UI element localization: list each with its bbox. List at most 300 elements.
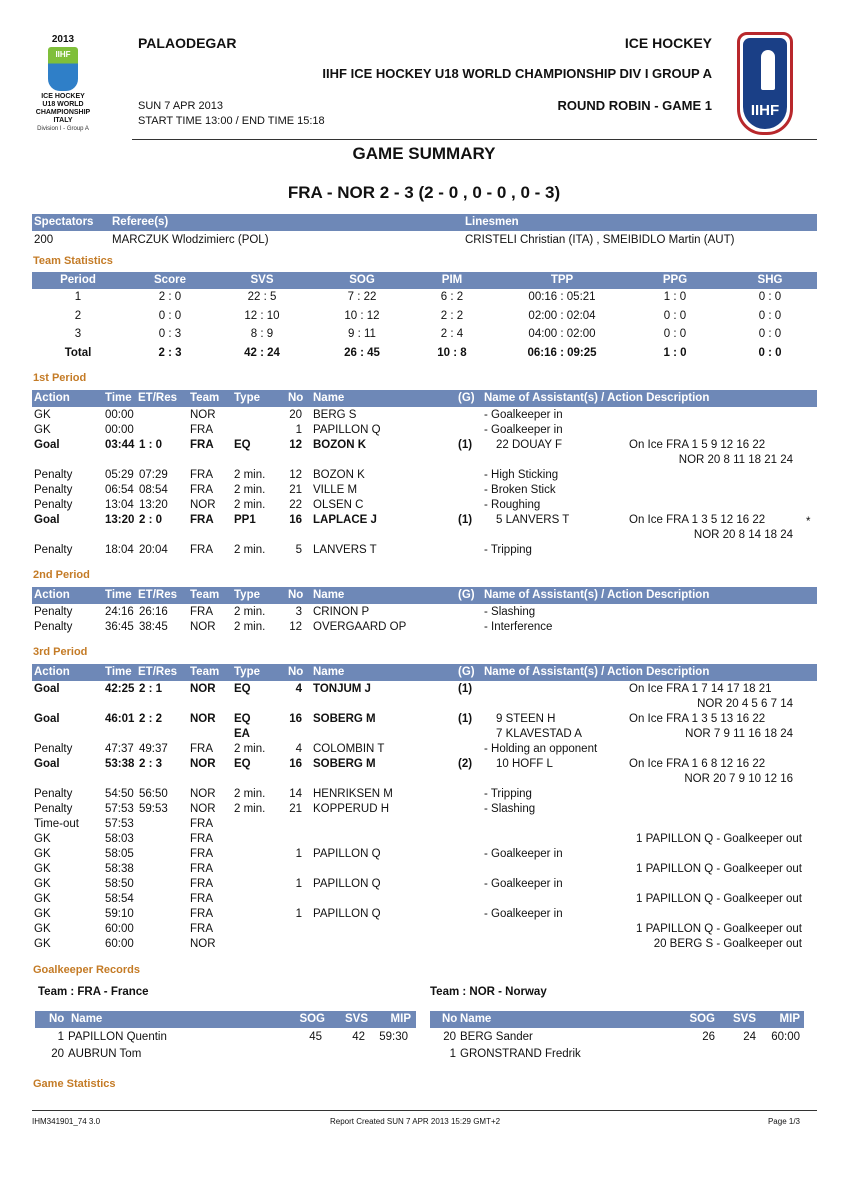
goalkeeper-cell: 45: [309, 1031, 322, 1043]
team-stats-cell: 0 : 0: [758, 309, 782, 322]
event-player-name: KOPPERUD H: [313, 803, 390, 815]
goalkeeper-col-header: MIP: [390, 1013, 411, 1025]
event-action: Goal: [34, 439, 60, 451]
venue: PALAODEGAR: [138, 35, 237, 51]
goalkeeper-cell: 24: [743, 1031, 756, 1043]
event-player-name: BOZON K: [313, 439, 367, 451]
event-team: NOR: [190, 409, 216, 421]
event-row: [32, 863, 817, 878]
team-stats-cell: 0 : 0: [758, 346, 782, 359]
event-team: FRA: [190, 833, 213, 845]
event-player-name: VILLE M: [313, 484, 358, 496]
team-stats-col-header: PIM: [441, 274, 463, 286]
event-goal-count: (1): [458, 683, 473, 695]
team-stats-cell: 42 : 24: [244, 346, 280, 359]
event-player-no: 1: [295, 424, 302, 436]
score-line: FRA - NOR 2 - 3 (2 - 0 , 0 - 0 , 0 - 3): [287, 183, 561, 202]
event-action: GK: [34, 908, 51, 920]
goalkeeper-out: 1 PAPILLON Q - Goalkeeper out: [636, 893, 802, 905]
event-action: Penalty: [34, 469, 73, 481]
event-action: GK: [34, 893, 51, 905]
team-stats-cell: 6 : 2: [440, 291, 464, 303]
game-statistics-title: Game Statistics: [33, 1078, 116, 1090]
event-col-header: Name: [313, 392, 345, 404]
on-ice-line: On Ice FRA 1 3 5 12 16 22: [629, 514, 766, 526]
goalkeeper-row: [32, 1048, 413, 1063]
team-stats-cell: 10 : 12: [344, 309, 380, 322]
event-col-header: Type: [234, 392, 260, 404]
on-ice-line: NOR 20 8 11 18 21 24: [678, 454, 793, 466]
on-ice-line: NOR 20 8 14 18 24: [693, 529, 793, 541]
event-type: 2 min.: [234, 484, 266, 496]
event-type: 2 min.: [234, 499, 266, 511]
event-time: 18:04: [105, 544, 134, 556]
event-et-res: 13:20: [139, 499, 168, 511]
event-time: 57:53: [105, 803, 134, 815]
event-time: 58:03: [105, 833, 134, 845]
team-stats-cell: 10 : 8: [437, 346, 467, 359]
on-ice-line: NOR 20 4 5 6 7 14: [697, 698, 793, 710]
event-team: NOR: [190, 713, 216, 725]
event-description: - Goalkeeper in: [484, 848, 563, 860]
event-description: - Goalkeeper in: [484, 424, 563, 436]
officials-row: 200 MARCZUK Wlodzimierc (POL) CRISTELI Christian (ITA) , SMEIBIDLO Martin (AUT): [34, 234, 735, 246]
event-description: 10 HOFF L: [496, 758, 553, 770]
period1-title: 1st Period: [33, 372, 87, 384]
event-description: - High Sticking: [484, 469, 559, 481]
goalkeeper-row: [430, 1031, 804, 1046]
event-description: 22 DOUAY F: [496, 439, 563, 451]
event-time: 24:16: [105, 606, 134, 618]
on-ice-line: NOR 7 9 11 16 18 24: [685, 728, 793, 740]
event-team: FRA: [190, 439, 214, 451]
event-row-continued: [32, 529, 817, 544]
event-type: 2 min.: [234, 469, 266, 481]
event-time: 60:00: [105, 938, 134, 950]
page-title: GAME SUMMARY: [352, 144, 496, 163]
event-team: FRA: [190, 743, 213, 755]
event-col-header: Name of Assistant(s) / Action Description: [484, 666, 710, 678]
team-stats-cell: 1: [74, 291, 82, 303]
team-stats-col-header: PPG: [662, 274, 688, 286]
event-player-name: OLSEN C: [313, 499, 364, 511]
event-team: NOR: [190, 499, 216, 511]
event-description: - Tripping: [484, 788, 532, 800]
event-row: [32, 544, 817, 559]
event-player-name: CRINON P: [313, 606, 370, 618]
event-row: [32, 409, 817, 424]
event-action: GK: [34, 923, 51, 935]
event-et-res: 56:50: [139, 788, 168, 800]
goalkeeper-cell: 20: [51, 1048, 64, 1060]
event-type: EQ: [234, 713, 251, 725]
event-time: 58:50: [105, 878, 134, 890]
event-description: - Broken Stick: [484, 484, 556, 496]
event-team: FRA: [190, 818, 213, 830]
event-col-header: Name: [313, 666, 345, 678]
event-goal-count: (1): [458, 713, 473, 725]
event-time: 03:44: [105, 439, 135, 451]
iihf-logo: IIHF: [737, 32, 793, 135]
team-stats-cell: 00:16 : 05:21: [528, 291, 596, 303]
event-row: [32, 923, 817, 938]
team-stats-col-header: Period: [60, 274, 96, 286]
event-col-header: Action: [34, 666, 70, 678]
event-team: NOR: [190, 683, 216, 695]
footer-code: IHM341901_74 3.0: [32, 1117, 101, 1126]
event-description: - Interference: [484, 621, 553, 633]
team-stats-cell: 0 : 0: [758, 328, 782, 340]
event-type: 2 min.: [234, 606, 266, 618]
goalkeeper-records-title: Goalkeeper Records: [33, 964, 140, 976]
team-stats-row: [32, 347, 817, 362]
event-row: [32, 469, 817, 484]
team-stats-cell: 1 : 0: [663, 346, 687, 359]
event-goal-count: (1): [458, 439, 473, 451]
event-row-continued: [32, 728, 817, 743]
on-ice-line: NOR 20 7 9 10 12 16: [684, 773, 793, 785]
event-description: - Holding an opponent: [484, 743, 598, 755]
event-player-name: COLOMBIN T: [313, 743, 385, 755]
goalkeeper-cell: 1: [57, 1031, 64, 1043]
event-team: FRA: [190, 469, 213, 481]
event-action: Penalty: [34, 803, 73, 815]
team-stats-cell: 0 : 0: [158, 309, 182, 322]
event-col-header: Name: [313, 589, 345, 601]
team-stats-cell: 8 : 9: [250, 328, 274, 340]
event-col-header: Time: [105, 666, 132, 678]
event-action: GK: [34, 424, 51, 436]
goalkeeper-out: 1 PAPILLON Q - Goalkeeper out: [636, 923, 802, 935]
event-team: FRA: [190, 424, 213, 436]
event-player-name: BOZON K: [313, 469, 365, 481]
team-nor-label: Team : NOR - Norway: [430, 986, 547, 998]
event-action: GK: [34, 863, 51, 875]
event-logo: 2013 IIHF ICE HOCKEY U18 WORLD CHAMPIONSHIP ITALY Division I - Group A: [35, 34, 91, 132]
event-row: [32, 499, 817, 514]
round-label: ROUND ROBIN - GAME 1: [557, 98, 712, 113]
event-row: [32, 621, 817, 636]
event-action: Penalty: [34, 499, 73, 511]
officials-header: Spectators Referee(s) Linesmen: [32, 214, 817, 231]
team-stats-cell: 7 : 22: [347, 291, 377, 303]
team-stats-col-header: SVS: [250, 274, 274, 286]
event-action: Penalty: [34, 788, 73, 800]
event-type: PP1: [234, 514, 256, 526]
event-time: 54:50: [105, 788, 134, 800]
event-action: Penalty: [34, 606, 73, 618]
team-stats-cell: 2 : 2: [440, 309, 464, 322]
goalkeeper-cell: BERG Sander: [460, 1031, 533, 1043]
event-description: - Tripping: [484, 544, 532, 556]
event-action: GK: [34, 848, 51, 860]
goalkeeper-header: [35, 1011, 416, 1028]
team-stats-cell: 26 : 45: [344, 346, 380, 359]
team-stats-col-header: Score: [154, 274, 186, 286]
event-row: [32, 848, 817, 863]
team-stats-row: [32, 291, 817, 306]
event-player-no: 4: [295, 683, 302, 695]
event-time: 13:20: [105, 514, 135, 526]
event-type: EQ: [234, 683, 251, 695]
event-et-res: 38:45: [139, 621, 168, 633]
goalkeeper-col-header: Name: [460, 1013, 492, 1025]
goalkeeper-col-header: SOG: [299, 1013, 325, 1025]
event-player-no: 1: [295, 878, 302, 890]
event-action: Penalty: [34, 743, 73, 755]
event-et-res: 2 : 0: [139, 514, 163, 526]
event-row: [32, 818, 817, 833]
event-et-res: 26:16: [139, 606, 168, 618]
goalkeeper-col-header: No: [442, 1013, 458, 1025]
footer-divider: [32, 1110, 817, 1111]
goalkeeper-col-header: SVS: [344, 1013, 368, 1025]
team-stats-header: [32, 272, 817, 289]
event-et-res: 2 : 2: [139, 713, 163, 725]
period2-title: 2nd Period: [33, 569, 90, 581]
event-col-header: Name of Assistant(s) / Action Description: [484, 392, 710, 404]
event-player-name: HENRIKSEN M: [313, 788, 393, 800]
event-player-no: 12: [289, 621, 302, 633]
event-action: Time-out: [34, 818, 79, 830]
goalkeeper-col-header: MIP: [779, 1013, 800, 1025]
event-team: NOR: [190, 938, 216, 950]
event-et-res: 08:54: [139, 484, 168, 496]
event-et-res: 49:37: [139, 743, 168, 755]
event-col-header: Team: [190, 666, 220, 678]
event-player-name: PAPILLON Q: [313, 878, 381, 890]
team-stats-cell: 2: [74, 309, 82, 322]
event-type: 2 min.: [234, 743, 266, 755]
event-action: GK: [34, 833, 51, 845]
event-player-name: BERG S: [313, 409, 357, 421]
goalkeeper-col-header: Name: [71, 1013, 103, 1025]
goalkeeper-out: 20 BERG S - Goalkeeper out: [653, 938, 802, 950]
event-action: Penalty: [34, 544, 73, 556]
event-player-no: 3: [295, 606, 302, 618]
event-player-no: 16: [289, 514, 302, 526]
event-team: NOR: [190, 803, 216, 815]
event-time: 05:29: [105, 469, 134, 481]
event-time: 36:45: [105, 621, 134, 633]
team-stats-row: [32, 328, 817, 343]
team-stats-col-header: SHG: [757, 274, 783, 286]
event-col-header: No: [288, 666, 304, 678]
event-description: - Goalkeeper in: [484, 878, 563, 890]
event-time: 00:00: [105, 409, 134, 421]
event-action: Goal: [34, 514, 60, 526]
team-stats-cell: 04:00 : 02:00: [528, 328, 596, 340]
goalkeeper-header: [430, 1011, 804, 1028]
team-stats-cell: 2 : 3: [158, 346, 182, 359]
goalkeeper-cell: 60:00: [771, 1031, 800, 1043]
event-time: 00:00: [105, 424, 134, 436]
team-stats-cell: 22 : 5: [247, 291, 277, 303]
event-type: 2 min.: [234, 544, 266, 556]
event-et-res: 1 : 0: [139, 439, 163, 451]
event-player-no: 16: [289, 713, 302, 725]
event-goal-count: (1): [458, 514, 473, 526]
event-et-res: 2 : 1: [139, 683, 163, 695]
event-time: 60:00: [105, 923, 134, 935]
team-stats-cell: 2 : 0: [158, 291, 182, 303]
event-player-no: 1: [295, 908, 302, 920]
event-time: 59:10: [105, 908, 134, 920]
event-team: FRA: [190, 514, 214, 526]
team-stats-cell: 3: [74, 328, 82, 340]
event-player-name: SOBERG M: [313, 713, 376, 725]
event-player-no: 22: [289, 499, 302, 511]
event-col-header: Name of Assistant(s) / Action Description: [484, 589, 710, 601]
event-team: FRA: [190, 863, 213, 875]
team-stats-cell: 2 : 4: [440, 328, 464, 340]
event-col-header: Time: [105, 392, 132, 404]
team-stats-cell: 1 : 0: [663, 291, 687, 303]
player-icon: [761, 50, 775, 90]
event-row: [32, 484, 817, 499]
game-date: SUN 7 APR 2013: [138, 100, 223, 112]
event-col-header: (G): [458, 666, 475, 678]
event-action: GK: [34, 409, 51, 421]
event-player-no: 20: [289, 409, 302, 421]
event-team: NOR: [190, 621, 216, 633]
event-row: [32, 439, 817, 454]
goalkeeper-col-header: SOG: [689, 1013, 715, 1025]
event-type: EA: [234, 728, 250, 740]
event-team: FRA: [190, 878, 213, 890]
event-time: 57:53: [105, 818, 134, 830]
event-col-header: Team: [190, 392, 220, 404]
event-row-continued: [32, 773, 817, 788]
team-stats-cell: 0 : 0: [663, 309, 687, 322]
event-time: 47:37: [105, 743, 134, 755]
event-player-name: SOBERG M: [313, 758, 376, 770]
on-ice-line: On Ice FRA 1 5 9 12 16 22: [629, 439, 766, 451]
team-stats-cell: 02:00 : 02:04: [528, 309, 596, 322]
event-action: GK: [34, 878, 51, 890]
event-row: [32, 788, 817, 803]
event-player-no: 4: [295, 743, 302, 755]
event-description: - Slashing: [484, 803, 536, 815]
event-col-header: ET/Res: [138, 392, 177, 404]
event-type: EQ: [234, 439, 251, 451]
event-player-name: PAPILLON Q: [313, 848, 381, 860]
team-fra-label: Team : FRA - France: [38, 986, 149, 998]
event-action: GK: [34, 938, 51, 950]
event-player-name: PAPILLON Q: [313, 908, 381, 920]
event-time: 53:38: [105, 758, 135, 770]
event-col-header: ET/Res: [138, 666, 177, 678]
event-team: FRA: [190, 923, 213, 935]
event-row: [32, 908, 817, 923]
team-stats-title: Team Statistics: [33, 255, 113, 267]
event-time: 58:05: [105, 848, 134, 860]
event-type: EQ: [234, 758, 251, 770]
event-team: FRA: [190, 484, 213, 496]
event-description: - Goalkeeper in: [484, 908, 563, 920]
footer-page: Page 1/3: [767, 1117, 800, 1126]
team-stats-cell: 9 : 11: [348, 328, 376, 340]
event-row: [32, 514, 817, 529]
event-player-name: LANVERS T: [313, 544, 377, 556]
goalkeeper-row: [430, 1048, 804, 1063]
event-action: Goal: [34, 758, 60, 770]
team-stats-cell: 0 : 0: [758, 291, 782, 303]
event-team: NOR: [190, 758, 216, 770]
goalkeeper-cell: PAPILLON Quentin: [68, 1031, 167, 1043]
on-ice-line: On Ice FRA 1 6 8 12 16 22: [629, 758, 766, 770]
goalkeeper-col-header: SVS: [732, 1013, 756, 1025]
goalkeeper-cell: 42: [352, 1031, 365, 1043]
event-time: 58:38: [105, 863, 134, 875]
event-row: [32, 878, 817, 893]
event-row: [32, 938, 817, 953]
event-player-no: 1: [295, 848, 302, 860]
event-title: IIHF ICE HOCKEY U18 WORLD CHAMPIONSHIP DIV I GROUP A: [322, 66, 712, 81]
event-shield-icon: IIHF: [48, 47, 78, 91]
goalkeeper-cell: 26: [702, 1031, 715, 1043]
event-col-header: No: [288, 392, 304, 404]
team-stats-row: [32, 310, 817, 325]
event-col-header: (G): [458, 589, 475, 601]
event-type: 2 min.: [234, 803, 266, 815]
event-row: [32, 606, 817, 621]
event-et-res: 2 : 3: [139, 758, 163, 770]
event-time: 13:04: [105, 499, 134, 511]
event-row: [32, 424, 817, 439]
goalkeeper-cell: 59:30: [379, 1031, 408, 1043]
sport: ICE HOCKEY: [624, 35, 712, 51]
event-team: FRA: [190, 848, 213, 860]
event-player-name: TONJUM J: [313, 683, 371, 695]
event-team: FRA: [190, 893, 213, 905]
event-col-header: Type: [234, 666, 260, 678]
period2-header: [32, 587, 817, 604]
event-player-no: 16: [289, 758, 302, 770]
on-ice-line: On Ice FRA 1 3 5 13 16 22: [629, 713, 766, 725]
on-ice-line: On Ice FRA 1 7 14 17 18 21: [629, 683, 772, 695]
event-type: 2 min.: [234, 788, 266, 800]
event-col-header: Action: [34, 392, 70, 404]
event-team: FRA: [190, 544, 213, 556]
event-description: - Roughing: [484, 499, 541, 511]
event-col-header: Team: [190, 589, 220, 601]
event-action: Goal: [34, 683, 60, 695]
event-description: 5 LANVERS T: [496, 514, 570, 526]
event-row-continued: [32, 454, 817, 469]
event-time: 06:54: [105, 484, 134, 496]
event-col-header: Time: [105, 589, 132, 601]
team-stats-cell: 12 : 10: [244, 309, 280, 322]
team-stats-cell: Total: [64, 346, 92, 359]
event-time: 58:54: [105, 893, 134, 905]
event-player-name: LAPLACE J: [313, 514, 377, 526]
event-player-no: 12: [289, 439, 302, 451]
event-col-header: (G): [458, 392, 475, 404]
period3-title: 3rd Period: [33, 646, 88, 658]
event-player-no: 21: [289, 803, 302, 815]
event-col-header: No: [288, 589, 304, 601]
event-col-header: ET/Res: [138, 589, 177, 601]
goalkeeper-cell: 1: [449, 1048, 456, 1060]
goalkeeper-cell: GRONSTRAND Fredrik: [460, 1048, 581, 1060]
event-row: [32, 743, 817, 758]
event-row: [32, 893, 817, 908]
event-col-header: Type: [234, 589, 260, 601]
event-row: [32, 683, 817, 698]
event-et-res: 59:53: [139, 803, 168, 815]
note-star: *: [806, 516, 811, 528]
